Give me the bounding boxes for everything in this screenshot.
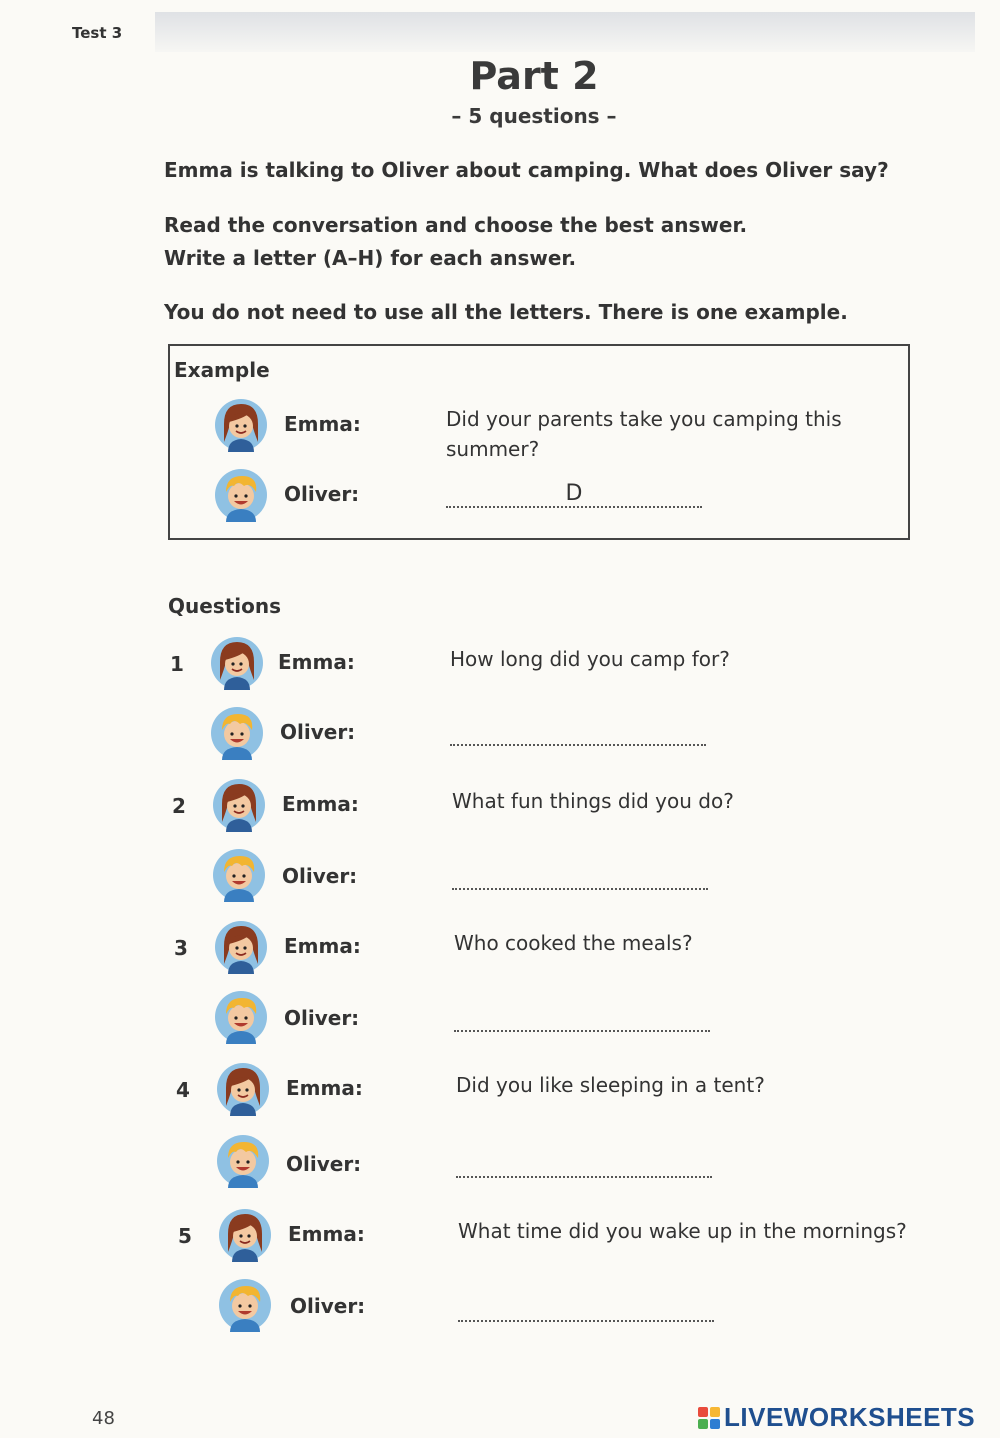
emma-question: Who cooked the meals? bbox=[454, 931, 693, 955]
liveworksheets-logo[interactable] bbox=[698, 1402, 975, 1433]
answer-field-5[interactable] bbox=[458, 1294, 714, 1322]
example-emma-line2: summer? bbox=[446, 437, 540, 461]
brand-name: LIVEWORKSHEETS bbox=[724, 1402, 976, 1432]
example-heading: Example bbox=[174, 358, 270, 382]
answer-field-1[interactable] bbox=[450, 718, 706, 746]
girl-avatar-icon bbox=[210, 636, 264, 690]
example-oliver-label: Oliver: bbox=[284, 482, 360, 506]
girl-avatar-icon bbox=[216, 1062, 270, 1116]
page-subtitle: – 5 questions – bbox=[451, 104, 617, 128]
scan-shadow bbox=[155, 12, 975, 52]
girl-avatar-icon bbox=[212, 778, 266, 832]
emma-label: Emma: bbox=[288, 1222, 365, 1246]
girl-avatar-icon bbox=[218, 1208, 272, 1262]
answer-field-3[interactable] bbox=[454, 1004, 710, 1032]
question-number: 4 bbox=[176, 1078, 190, 1102]
example-emma-line1: Did your parents take you camping this bbox=[446, 407, 842, 431]
emma-label: Emma: bbox=[278, 650, 355, 674]
page-number: 48 bbox=[92, 1408, 115, 1429]
boy-avatar-icon bbox=[212, 848, 266, 902]
boy-avatar-icon bbox=[214, 468, 268, 522]
example-answer-field[interactable] bbox=[446, 480, 702, 508]
girl-avatar-icon bbox=[214, 398, 268, 452]
answer-field-4[interactable] bbox=[456, 1150, 712, 1178]
oliver-label: Oliver: bbox=[286, 1152, 362, 1176]
questions-heading: Questions bbox=[168, 594, 282, 618]
emma-label: Emma: bbox=[284, 934, 361, 958]
girl-avatar-icon bbox=[214, 920, 268, 974]
oliver-label: Oliver: bbox=[280, 720, 356, 744]
page-title: Part 2 bbox=[469, 54, 599, 98]
answer-field-2[interactable] bbox=[452, 862, 708, 890]
boy-avatar-icon bbox=[218, 1278, 272, 1332]
example-answer: D bbox=[565, 481, 583, 506]
instruction-read: Read the conversation and choose the best answer. bbox=[164, 213, 748, 237]
instruction-write: Write a letter (A–H) for each answer. bbox=[164, 246, 577, 270]
emma-question: Did you like sleeping in a tent? bbox=[456, 1073, 765, 1097]
boy-avatar-icon bbox=[216, 1134, 270, 1188]
question-number: 5 bbox=[178, 1224, 192, 1248]
boy-avatar-icon bbox=[214, 990, 268, 1044]
oliver-label: Oliver: bbox=[284, 1006, 360, 1030]
brand-grid-icon bbox=[698, 1407, 720, 1429]
boy-avatar-icon bbox=[210, 706, 264, 760]
emma-question: What time did you wake up in the mornings? bbox=[458, 1219, 907, 1243]
emma-label: Emma: bbox=[282, 792, 359, 816]
test-label: Test 3 bbox=[72, 24, 123, 42]
oliver-label: Oliver: bbox=[282, 864, 358, 888]
question-number: 3 bbox=[174, 936, 188, 960]
example-emma-label: Emma: bbox=[284, 412, 361, 436]
emma-question: How long did you camp for? bbox=[450, 647, 730, 671]
instruction-context: Emma is talking to Oliver about camping. What does Oliver say? bbox=[164, 158, 889, 182]
instruction-letters: You do not need to use all the letters. There is one example. bbox=[164, 300, 848, 324]
emma-label: Emma: bbox=[286, 1076, 363, 1100]
oliver-label: Oliver: bbox=[290, 1294, 366, 1318]
emma-question: What fun things did you do? bbox=[452, 789, 734, 813]
question-number: 2 bbox=[172, 794, 186, 818]
question-number: 1 bbox=[170, 652, 184, 676]
